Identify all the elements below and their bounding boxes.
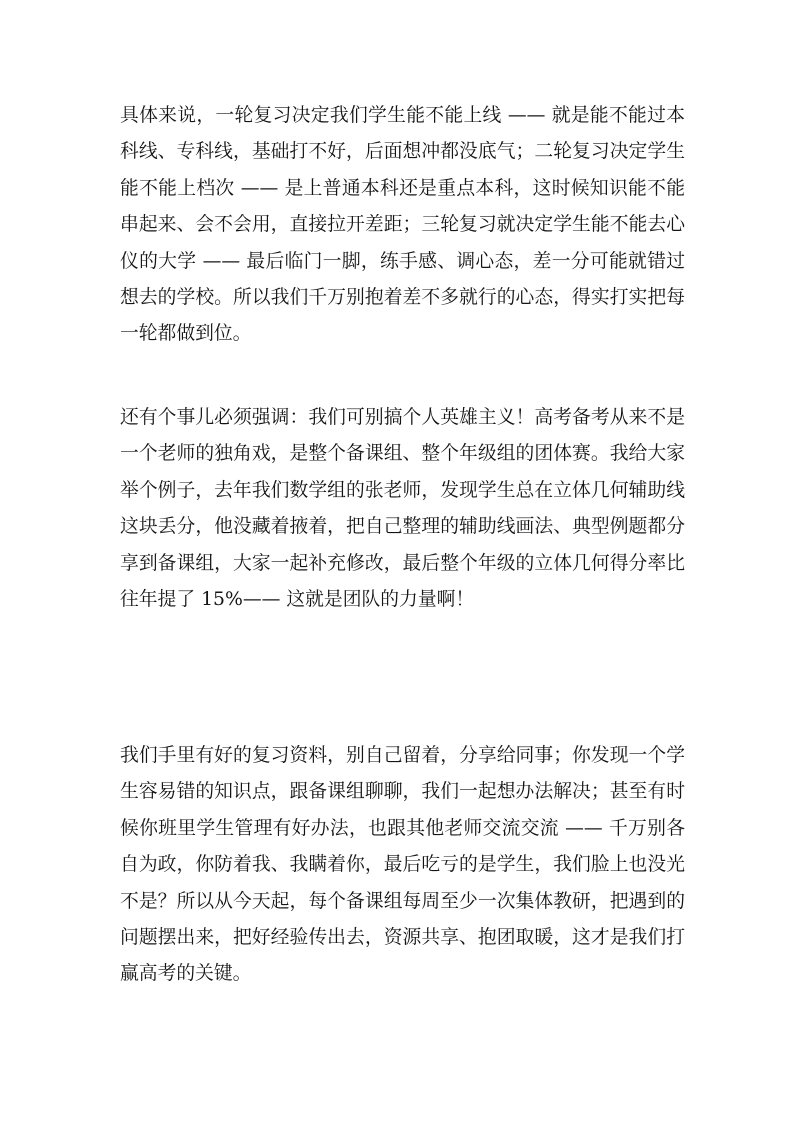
- text-line: 举个例子，去年我们数学组的张老师，发现学生总在立体几何辅助线: [120, 479, 685, 501]
- text-line: 我们手里有好的复习资料，别自己留着，分享给同事；你发现一个学: [120, 745, 685, 766]
- text-line: 赢高考的关键。: [120, 963, 252, 985]
- text-line: 具体来说，一轮复习决定我们学生能不能上线 —— 就是能不能过本: [120, 105, 685, 126]
- text-line: 候你班里学生管理有好办法，也跟其他老师交流交流 —— 千万别各: [120, 817, 685, 839]
- text-line: 问题摆出来，把好经验传出去，资源共享、抱团取暖，这才是我们打: [120, 927, 685, 949]
- text-line: 科线、专科线，基础打不好，后面想冲都没底气；二轮复习决定学生: [120, 141, 685, 163]
- text-line: 想去的学校。所以我们千万别抱着差不多就行的心态，得实打实把每: [120, 287, 685, 309]
- text-line: 还有个事儿必须强调：我们可别搞个人英雄主义！高考备考从来不是: [120, 407, 685, 428]
- text-line: 不是？所以从今天起，每个备课组每周至少一次集体教研，把遇到的: [120, 890, 685, 912]
- text-line: 能不能上档次 —— 是上普通本科还是重点本科，这时候知识能不能: [120, 177, 685, 199]
- text-line: 仪的大学 —— 最后临门一脚，练手感、调心态，差一分可能就错过: [120, 250, 685, 272]
- text-line: 享到备课组，大家一起补充修改，最后整个年级的立体几何得分率比: [120, 552, 685, 574]
- text-line: 串起来、会不会用，直接拉开差距；三轮复习就决定学生能不能去心: [120, 214, 685, 236]
- text-line: 生容易错的知识点，跟备课组聊聊，我们一起想办法解决；甚至有时: [120, 781, 685, 803]
- text-line: 往年提了 15%—— 这就是团队的力量啊！: [120, 589, 475, 611]
- text-line: 这块丢分，他没藏着掖着，把自己整理的辅助线画法、典型例题都分: [120, 516, 685, 538]
- text-line: 一轮都做到位。: [120, 323, 252, 345]
- text-line: 自为政，你防着我、我瞒着你，最后吃亏的是学生，我们脸上也没光: [120, 854, 685, 876]
- paragraph-resource-sharing: [120, 738, 685, 993]
- text-line: 一个老师的独角戏，是整个备课组、整个年级组的团体赛。我给大家: [120, 443, 685, 465]
- paragraph-review-rounds: [120, 98, 685, 353]
- paragraph-teamwork: [120, 400, 685, 618]
